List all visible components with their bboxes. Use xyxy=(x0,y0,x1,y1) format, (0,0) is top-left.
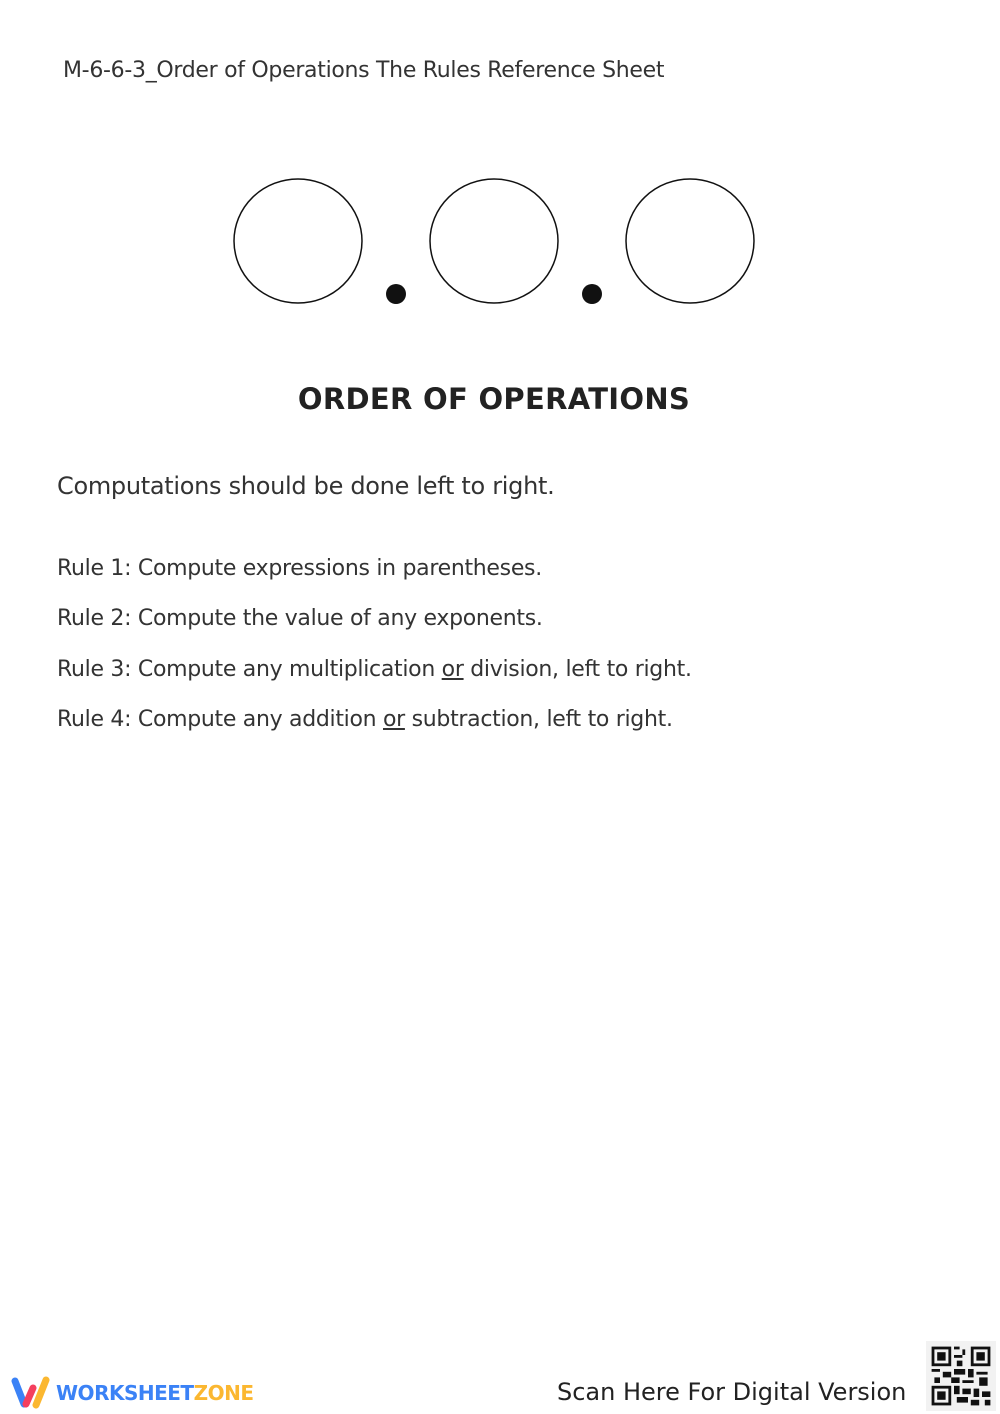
underlined-or: or xyxy=(383,707,405,732)
rule-2: Rule 2: Compute the value of any exponents. xyxy=(57,606,543,631)
blank-circle-3 xyxy=(626,179,754,303)
intro-text: Computations should be done left to right. xyxy=(57,472,555,500)
blank-circle-2 xyxy=(430,179,558,303)
underlined-or: or xyxy=(441,657,464,682)
rule-1: Rule 1: Compute expressions in parentheses. xyxy=(57,556,542,581)
worksheetzone-logo[interactable]: WORKSHEETZONE xyxy=(10,1376,253,1410)
dot-1 xyxy=(386,284,406,304)
rule-3: Rule 3: Compute any multiplication or division, left to right. xyxy=(57,657,692,682)
answer-boxes xyxy=(0,0,1000,330)
dot-2 xyxy=(582,284,602,304)
blank-circle-1 xyxy=(234,179,362,303)
section-heading: ORDER OF OPERATIONS xyxy=(297,382,691,416)
logo-checkmark-icon xyxy=(10,1376,50,1410)
qr-code-icon[interactable] xyxy=(926,1341,996,1411)
scan-text: Scan Here For Digital Version xyxy=(557,1378,907,1406)
rule-4: Rule 4: Compute any addition or subtraction, left to right. xyxy=(57,707,673,732)
document-title: M-6-6-3_Order of Operations The Rules Reference Sheet xyxy=(63,58,665,83)
